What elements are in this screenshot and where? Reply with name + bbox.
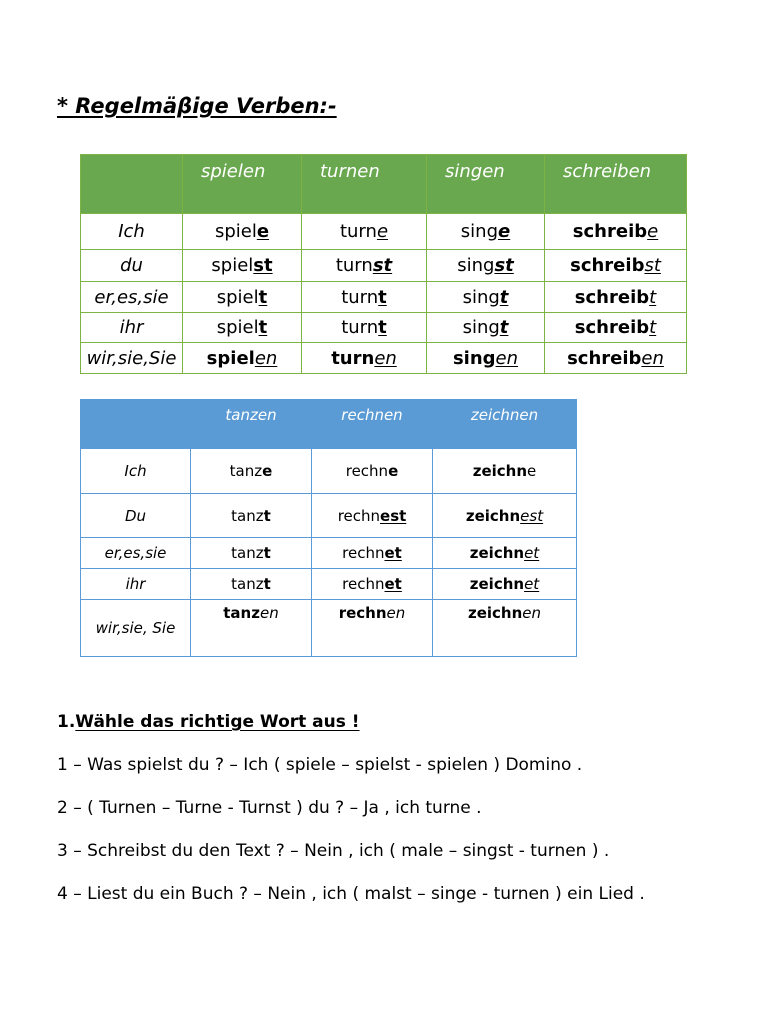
pronoun-cell: er,es,sie [81, 538, 191, 569]
table-header-row [81, 155, 687, 214]
pronoun-cell: ihr [81, 313, 183, 343]
verb-ending: en [522, 604, 542, 622]
verb-stem: spiel [216, 317, 259, 338]
page-title: * Regelmäβige Verben:- [57, 94, 337, 118]
pronoun-cell: du [81, 250, 183, 282]
verb-ending: en [374, 347, 397, 369]
table-header-row [81, 400, 577, 449]
pronoun-cell: Ich [81, 214, 183, 250]
verb-stem: zeichn [472, 462, 528, 480]
header-cell: zeichnen [433, 400, 577, 449]
pronoun-cell: wir,sie, Sie [81, 600, 191, 657]
verb-ending: t [499, 286, 509, 308]
verb-stem: tanz [231, 575, 264, 593]
verb-ending: e [256, 221, 270, 242]
verb-stem: spiel [206, 347, 255, 369]
verb-ending: t [263, 544, 271, 562]
verb-stem: rechn [345, 462, 389, 480]
conjugation-cell [302, 343, 427, 374]
verb-ending: e [388, 462, 399, 480]
pronoun-cell: ihr [81, 569, 191, 600]
verb-ending: est [380, 506, 407, 525]
pronoun-cell: Ich [81, 449, 191, 494]
verb-stem: zeichn [467, 604, 523, 622]
conjugation-cell [427, 214, 545, 250]
header-cell: singen [427, 155, 545, 214]
verb-ending: et [524, 544, 540, 562]
verb-stem: schreib [572, 221, 648, 242]
verb-stem: turn [341, 286, 379, 308]
pronoun-cell: Du [81, 494, 191, 538]
verb-stem: rechn [342, 575, 385, 593]
verb-stem: schreib [567, 347, 642, 369]
conjugation-cell [427, 250, 545, 282]
conjugation-cell [433, 538, 577, 569]
verb-stem: tanz [231, 506, 264, 525]
conjugation-cell [312, 494, 433, 538]
verb-stem: zeichn [469, 544, 525, 562]
verb-stem: zeichn [465, 506, 521, 525]
verb-ending: en [495, 347, 519, 369]
verb-stem: turn [331, 347, 375, 369]
conjugation-cell [183, 313, 302, 343]
header-empty-cell [81, 400, 191, 449]
conjugation-cell [427, 313, 545, 343]
verb-table-regular [80, 154, 687, 374]
conjugation-cell [302, 214, 427, 250]
exercise-title: Wähle das richtige Wort aus ! [75, 712, 360, 732]
header-cell: tanzen [191, 400, 312, 449]
verb-ending: st [253, 255, 273, 276]
verb-stem: zeichn [469, 575, 525, 593]
verb-ending: t [499, 317, 509, 338]
verb-stem: sing [462, 317, 500, 338]
conjugation-cell [312, 569, 433, 600]
verb-ending: en [386, 604, 406, 622]
table-row [81, 494, 577, 538]
conjugation-cell [545, 250, 687, 282]
exercise-item: 2 – ( Turnen – Turne - Turnst ) du ? – Ja , ich turne . [57, 798, 482, 818]
table-row [81, 313, 687, 343]
conjugation-cell [183, 282, 302, 313]
conjugation-cell [427, 282, 545, 313]
conjugation-cell [545, 282, 687, 313]
conjugation-cell [183, 214, 302, 250]
verb-stem: sing [460, 221, 498, 242]
header-cell: turnen [302, 155, 427, 214]
table-row [81, 250, 687, 282]
verb-stem: rechn [337, 506, 381, 525]
verb-ending: t [378, 317, 387, 338]
verb-stem: turn [339, 221, 377, 242]
verb-stem: tanz [223, 604, 260, 622]
conjugation-cell [433, 600, 577, 657]
exercise-item: 4 – Liest du ein Buch ? – Nein , ich ( malst – singe - turnen ) ein Lied . [57, 884, 645, 904]
verb-ending: t [258, 286, 268, 308]
conjugation-cell [312, 600, 433, 657]
exercise-item: 3 – Schreibst du den Text ? – Nein , ich ( male – singst - turnen ) . [57, 841, 610, 861]
verb-ending: t [263, 506, 271, 525]
verb-ending: et [384, 544, 402, 562]
verb-stem: schreib [570, 255, 645, 276]
verb-ending: st [372, 255, 393, 276]
verb-ending: st [494, 255, 514, 276]
conjugation-cell [312, 449, 433, 494]
header-cell: schreiben [545, 155, 687, 214]
conjugation-cell [302, 282, 427, 313]
verb-ending: e [376, 221, 389, 242]
table-row [81, 569, 577, 600]
table-row [81, 538, 577, 569]
verb-ending: e [527, 462, 537, 480]
verb-stem: spiel [214, 221, 257, 242]
verb-stem: turn [335, 255, 373, 276]
header-cell: rechnen [312, 400, 433, 449]
exercise-item: 1 – Was spielst du ? – Ich ( spiele – spielst - spielen ) Domino . [57, 755, 583, 775]
conjugation-cell [191, 449, 312, 494]
pronoun-cell: er,es,sie [81, 282, 183, 313]
conjugation-cell [191, 494, 312, 538]
conjugation-cell [191, 600, 312, 657]
verb-ending: t [649, 286, 657, 308]
verb-stem: tanz [231, 544, 264, 562]
conjugation-cell [433, 569, 577, 600]
verb-ending: est [520, 506, 544, 525]
verb-table-stem-n [80, 399, 577, 657]
verb-stem: rechn [338, 604, 387, 622]
conjugation-cell [545, 343, 687, 374]
conjugation-cell [545, 313, 687, 343]
verb-stem: sing [452, 347, 496, 369]
table-row [81, 449, 577, 494]
exercise-number: 1. [57, 712, 76, 732]
conjugation-cell [183, 250, 302, 282]
verb-ending: e [647, 221, 659, 242]
conjugation-cell [302, 313, 427, 343]
verb-ending: t [378, 286, 387, 308]
table-row [81, 214, 687, 250]
verb-ending: et [524, 575, 540, 593]
conjugation-cell [433, 449, 577, 494]
verb-ending: e [498, 221, 511, 242]
verb-stem: schreib [574, 317, 650, 338]
exercise-heading [57, 712, 360, 732]
verb-ending: e [262, 462, 273, 480]
conjugation-cell [191, 538, 312, 569]
verb-ending: t [263, 575, 271, 593]
verb-ending: en [254, 347, 278, 369]
verb-ending: et [384, 575, 402, 593]
verb-ending: en [259, 604, 279, 622]
conjugation-cell [433, 494, 577, 538]
header-cell: spielen [183, 155, 302, 214]
conjugation-cell [545, 214, 687, 250]
table-row [81, 343, 687, 374]
table-row [81, 282, 687, 313]
table-row [81, 600, 577, 657]
verb-stem: sing [457, 255, 495, 276]
conjugation-cell [183, 343, 302, 374]
verb-stem: schreib [574, 286, 650, 308]
verb-stem: spiel [216, 286, 259, 308]
pronoun-cell: wir,sie,Sie [81, 343, 183, 374]
conjugation-cell [191, 569, 312, 600]
conjugation-cell [427, 343, 545, 374]
verb-stem: rechn [342, 544, 385, 562]
verb-stem: turn [341, 317, 379, 338]
header-empty-cell [81, 155, 183, 214]
verb-stem: sing [462, 286, 500, 308]
verb-ending: t [649, 317, 657, 338]
verb-ending: en [641, 347, 664, 369]
verb-ending: st [644, 255, 661, 276]
verb-ending: t [258, 317, 268, 338]
conjugation-cell [302, 250, 427, 282]
verb-stem: tanz [229, 462, 263, 480]
conjugation-cell [312, 538, 433, 569]
verb-stem: spiel [211, 255, 254, 276]
